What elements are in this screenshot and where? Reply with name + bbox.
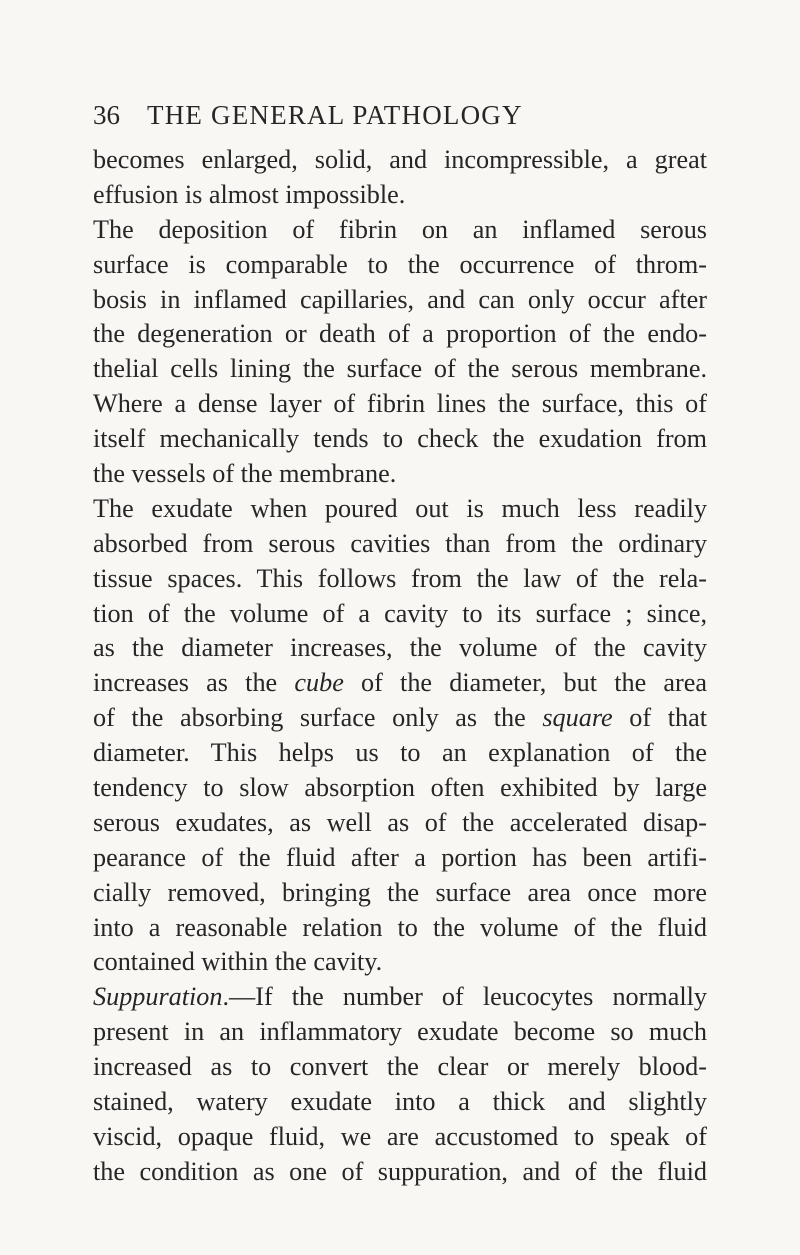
text-segment: stained, watery exudate into a thick and slightly <box>93 1087 707 1117</box>
text-line <box>93 597 707 632</box>
body-text <box>93 143 707 1190</box>
page-header <box>93 100 713 136</box>
text-segment: The deposition of fibrin on an inflamed serous <box>93 214 707 244</box>
text-line <box>93 1155 707 1190</box>
text-line <box>93 143 707 178</box>
text-segment: thelial cells lining the surface of the serous membrane. <box>93 354 707 384</box>
italic-text: cube <box>294 668 344 698</box>
text-segment: Where a dense layer of fibrin lines the surface, this of <box>93 389 707 419</box>
text-segment: increased as to convert the clear or merely blood- <box>93 1052 707 1082</box>
text-segment: viscid, opaque fluid, we are accustomed to speak of <box>93 1121 707 1151</box>
text-line <box>93 248 707 283</box>
text-segment: serous exudates, as well as of the accelerated disap- <box>93 807 707 837</box>
text-segment: of that <box>612 703 707 733</box>
text-segment: tion of the volume of a cavity to its surface ; since, <box>93 598 707 628</box>
text-segment: the condition as one of suppuration, and of the fluid <box>93 1156 707 1186</box>
text-segment: pearance of the fluid after a portion has been artifi- <box>93 842 707 872</box>
text-line <box>93 387 707 422</box>
text-segment: the degeneration or death of a proportion of the endo- <box>93 319 707 349</box>
text-segment: tendency to slow absorption often exhibited by large <box>93 773 707 803</box>
text-segment: The exudate when poured out is much less readily <box>93 493 707 523</box>
text-line <box>93 1015 707 1050</box>
text-segment: of the diameter, but the area <box>343 668 707 698</box>
text-line <box>93 771 707 806</box>
text-line <box>93 1120 707 1155</box>
text-segment: absorbed from serous cavities than from the ordinary <box>93 528 707 558</box>
text-line <box>93 527 707 562</box>
text-line <box>93 422 707 457</box>
text-segment: cially removed, bringing the surface area once more <box>93 877 707 907</box>
text-line <box>93 666 707 701</box>
page-number: 36 <box>93 100 120 130</box>
running-title: THE GENERAL PATHOLOGY <box>147 100 523 130</box>
text-line <box>93 317 707 352</box>
text-segment: increases as the <box>93 668 295 698</box>
text-segment: tissue spaces. This follows from the law of the rela- <box>93 563 707 593</box>
text-line <box>93 1085 707 1120</box>
text-segment: .—If the number of leucocytes normally <box>222 982 707 1012</box>
text-line <box>93 736 707 771</box>
text-line <box>93 1050 707 1085</box>
text-line <box>93 352 707 387</box>
text-line <box>93 178 707 213</box>
text-segment: of the absorbing surface only as the <box>93 703 543 733</box>
text-line <box>93 806 707 841</box>
text-line <box>93 631 707 666</box>
text-line <box>93 876 707 911</box>
text-segment: the vessels of the membrane. <box>93 459 397 489</box>
text-segment: itself mechanically tends to check the exudation from <box>93 424 707 454</box>
text-line <box>93 562 707 597</box>
text-segment: present in an inflammatory exudate become so much <box>93 1017 707 1047</box>
italic-text: square <box>542 703 613 733</box>
text-line <box>93 911 707 946</box>
text-segment: bosis in inflamed capillaries, and can only occur after <box>93 284 707 314</box>
text-segment: surface is comparable to the occurrence of throm- <box>93 249 707 279</box>
text-line <box>93 945 707 980</box>
text-segment: into a reasonable relation to the volume of the fluid <box>93 912 707 942</box>
text-line <box>93 283 707 318</box>
text-line <box>93 492 707 527</box>
text-segment: effusion is almost impossible. <box>93 179 406 209</box>
text-line <box>93 841 707 876</box>
text-segment: diameter. This helps us to an explanation of the <box>93 738 707 768</box>
text-segment: contained within the cavity. <box>93 947 383 977</box>
text-line <box>93 980 707 1015</box>
text-line <box>93 701 707 736</box>
text-line <box>93 457 707 492</box>
text-line <box>93 213 707 248</box>
text-segment: as the diameter increases, the volume of the cavity <box>93 633 707 663</box>
italic-text: Suppuration <box>93 982 223 1012</box>
text-segment: becomes enlarged, solid, and incompressible, a great <box>93 145 707 174</box>
